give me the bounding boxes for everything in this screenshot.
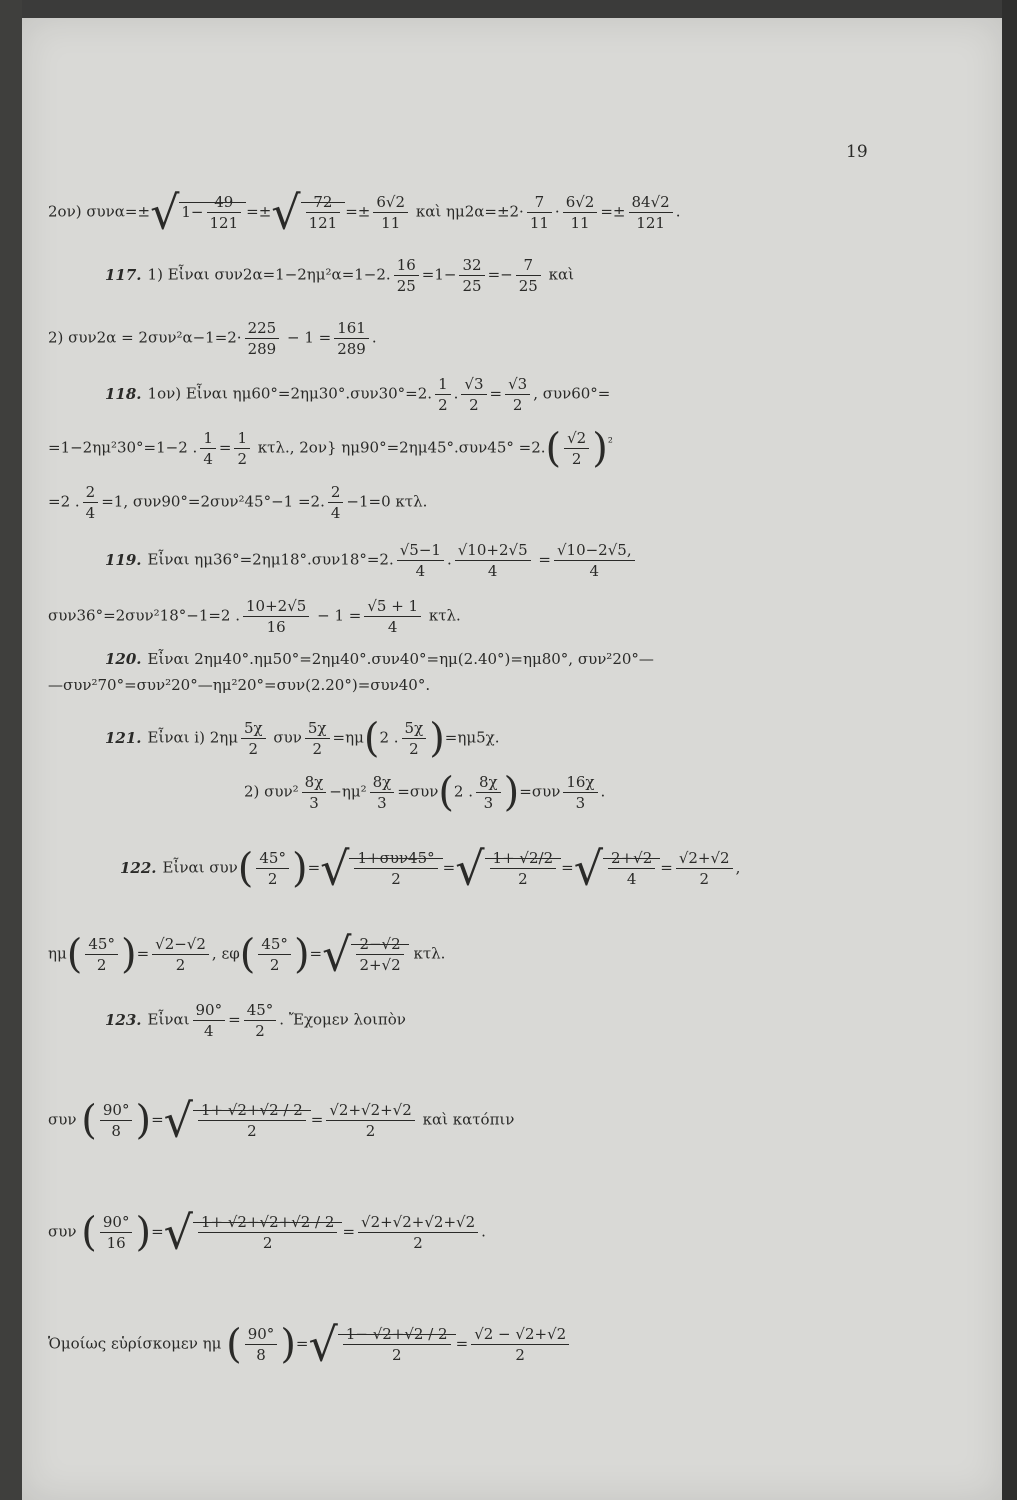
numerator: √2 [564,428,589,449]
text-segment: 1) Εἶναι συν2α=1−2ημ²α=1−2. [147,265,391,284]
text-segment: = [307,858,321,877]
radicand [603,849,660,888]
text-segment: =± [600,202,626,221]
denominator: 121 [308,214,338,232]
numerator: 90° [100,1212,133,1233]
numerator: 16 [394,255,419,276]
fraction [152,934,209,975]
fraction [629,192,673,233]
fraction [563,192,598,233]
text-segment: =± [345,202,371,221]
text-segment: Εἶναι ημ36°=2ημ18°.συν18°=2. [147,550,394,569]
page-number: 19 [846,142,868,162]
fraction [397,540,444,581]
numerator: 1+ √2/2 [490,848,557,869]
fraction [245,1324,278,1365]
text-segment: − 1 = [317,606,362,625]
fraction [234,428,250,469]
exercise-123-cos-90-8 [48,1093,515,1148]
fraction [256,848,289,889]
text-segment: καὶ ημ2α=±2· [415,202,524,221]
text-segment: = [228,1010,241,1029]
text-segment: · [554,202,560,221]
fraction [245,318,280,359]
fraction [516,255,541,296]
text-segment: =συν [519,782,561,801]
numerator: √2+√2+√2 [326,1100,414,1121]
radical-sign: √ [271,185,301,240]
denominator: 25 [518,277,538,295]
left-paren: ( [239,931,256,978]
numerator: 6√2 [563,192,598,213]
numerator: 49 [207,192,242,213]
left-paren: ( [545,425,562,472]
denominator: 8 [111,1122,121,1140]
right-paren: ) [293,931,310,978]
numerator: 1 [200,428,216,449]
text-segment: κτλ., 2ον} ημ90°=2ημ45°.συν45° =2. [257,438,546,457]
text-segment: =− [487,265,513,284]
right-paren: ) [291,845,308,892]
numerator: 2+√2 [608,848,655,869]
denominator: 2 [515,1346,525,1364]
fraction [564,428,589,469]
numerator: √2+√2 [676,848,733,869]
text-segment: . Ἔχομεν λοιπὸν [279,1010,406,1029]
numerator: √2+√2+√2+√2 [358,1212,478,1233]
left-paren: ( [237,845,254,892]
numerator: 32 [459,255,484,276]
denominator: 4 [487,562,498,580]
fraction [364,596,421,637]
denominator: 2 [409,740,419,758]
numerator: 84√2 [629,192,673,213]
fraction [83,482,99,523]
radical-sign: √ [573,841,604,896]
text-segment: =2 . [48,492,80,511]
text-segment: = [309,944,323,963]
exercise-118-line2 [48,425,613,472]
text-segment: Εἶναι συν [162,858,238,877]
denominator: 2 [571,450,582,468]
text-segment: , [735,858,741,877]
exercise-117 [105,255,574,296]
text-segment: κτλ. [428,606,461,625]
text-segment: = [310,1110,324,1129]
right-paren: ) [135,1209,152,1256]
left-paren: ( [66,931,83,978]
text-segment: = [136,944,150,963]
text-segment: κτλ. [413,944,446,963]
exercise-122 [120,841,741,896]
text-segment: − 1 = [287,328,332,347]
radical-sign: √ [163,1093,193,1148]
right-paren: ) [120,931,137,978]
denominator: 3 [377,794,387,812]
radicand [179,193,246,232]
denominator: 4 [85,504,96,522]
text-segment: 2ον) συνα=± [48,202,151,221]
numerator: √3 [461,374,486,395]
fraction [471,1324,569,1365]
text-segment: συν [48,1110,77,1129]
fraction [326,1100,414,1141]
left-paren: ( [438,769,454,816]
numerator: 1 [435,374,451,395]
exercise-119-line2 [48,596,461,637]
denominator: 2 [365,1122,376,1140]
fraction [198,1100,306,1141]
numerator: 1+ √2+√2 / 2 [198,1100,306,1121]
text-segment: 2) συν2α = 2συν²α−1=2· [48,328,242,347]
text-segment: = [442,858,456,877]
denominator: 2 [518,870,528,888]
left-paren: ( [81,1209,97,1256]
denominator: 289 [247,340,277,358]
denominator: 2 [96,956,107,974]
text-segment: ημ [48,944,67,963]
fraction [435,374,451,415]
radical-sign: √ [163,1205,193,1260]
exercise-number: 123. [105,1010,142,1029]
text-segment: −1=0 κτλ. [346,492,428,511]
exercise-122-line2 [48,927,446,982]
text-segment: Εἶναι 2ημ40°.ημ50°=2ημ40°.συν40°=ημ(2.40°)=ημ80°, συν²20°— [147,650,654,668]
text-segment: −ημ² [329,782,367,801]
denominator: 2 [247,1122,257,1140]
text-segment: . [446,550,452,569]
radicand [349,849,442,888]
exercise-number: 119. [105,550,142,569]
numerator: 90° [245,1324,278,1345]
numerator: 72 [306,192,341,213]
numerator: 8χ [302,772,327,793]
fraction [370,772,395,813]
right-paren: ) [592,425,608,472]
exercise-number: 117. [105,265,142,284]
text-segment: Εἶναι i) 2ημ [147,728,238,747]
denominator: 16 [106,1234,126,1252]
text-segment: καὶ [548,265,574,284]
text-segment: 2 . [379,728,399,747]
numerator: √2 − √2+√2 [471,1324,569,1345]
denominator: 4 [204,1022,214,1040]
fraction [328,482,344,523]
numerator: 1+ √2+√2+√2 / 2 [198,1212,337,1233]
scan-border-right [1002,0,1017,1500]
exercise-119 [105,540,638,581]
numerator: √5−1 [397,540,444,561]
text-segment: , συν60°= [533,384,611,403]
fraction [608,848,655,889]
fraction [356,934,403,975]
numerator: 5χ [241,718,266,739]
fraction [354,848,437,889]
fraction [302,772,327,813]
text-segment: = [660,858,673,877]
left-paren: ( [226,1321,242,1368]
denominator: 2 [267,870,278,888]
denominator: 2 [512,396,523,414]
line-2ov-synalpha [48,185,681,240]
numerator: 6√2 [373,192,408,213]
numerator: √5 + 1 [364,596,421,617]
text-segment: . [371,328,377,347]
exercise-120 [105,648,654,670]
numerator: 45° [85,934,118,955]
radical-sign: √ [320,841,350,896]
text-segment: =1−2ημ²30°=1−2 . [48,438,198,457]
text-segment: = [218,438,232,457]
denominator: 3 [309,794,319,812]
numerator: 2 [83,482,99,503]
exercise-118 [105,374,610,415]
left-paren: ( [363,715,380,762]
denominator: 121 [209,214,239,232]
numerator: 1 [234,428,250,449]
text-segment: = [538,550,551,569]
radical-sign: √ [455,841,485,896]
fraction [563,772,597,813]
text-segment: —συν²70°=συν²20°—ημ²20°=συν(2.20°)=συν40°. [48,676,431,694]
exercise-123 [105,1000,406,1041]
radical-sign: √ [308,1317,338,1372]
fraction [100,1100,133,1141]
fraction [207,192,242,233]
denominator: 25 [396,277,416,295]
fraction [358,1212,478,1253]
denominator: 4 [589,562,600,580]
numerator: 225 [245,318,280,339]
denominator: 289 [337,340,366,358]
denominator: 2 [175,956,186,974]
fraction [394,255,419,296]
denominator: 11 [529,214,549,232]
numerator: 7 [516,255,541,276]
denominator: 2 [255,1022,265,1040]
numerator: 161 [334,318,369,339]
exponent: ² [607,434,613,450]
text-segment: συν [48,1222,77,1241]
fraction [343,1324,451,1365]
text-segment: . [675,202,681,221]
numerator: 90° [100,1100,133,1121]
numerator: √2−√2 [152,934,209,955]
denominator: 25 [462,277,482,295]
denominator: 2 [248,740,259,758]
text-segment: Ὁμοίως εὑρίσκομεν ημ [48,1334,222,1353]
numerator: 10+2√5 [243,596,309,617]
denominator: 11 [381,214,401,232]
exercise-121 [105,715,500,762]
exercise-123-cos-90-16 [48,1205,486,1260]
right-paren: ) [280,1321,296,1368]
radicand [301,193,346,232]
denominator: 16 [266,618,286,636]
denominator: 2 [438,396,448,414]
text-segment: =συν [397,782,439,801]
right-paren: ) [503,769,520,816]
left-paren: ( [81,1097,97,1144]
fraction [459,255,484,296]
numerator: 5χ [402,718,427,739]
denominator: 2 [413,1234,423,1252]
fraction [373,192,408,233]
exercise-117-part2 [48,318,377,359]
radicand [193,1213,342,1252]
radical-sign: √ [322,927,352,982]
denominator: 2 [391,870,401,888]
numerator: √3 [505,374,530,395]
denominator: 121 [636,214,665,232]
denominator: 2 [391,1346,402,1364]
text-segment: 2) συν² [244,782,299,801]
scan-border-top [0,0,1017,18]
numerator: √10+2√5 [455,540,531,561]
numerator: 45° [244,1000,277,1021]
numerator: 90° [193,1000,226,1021]
denominator: 4 [387,618,398,636]
denominator: 11 [570,214,590,232]
text-segment: = [489,384,503,403]
fraction [244,1000,277,1041]
fraction [402,718,427,759]
denominator: 8 [256,1346,266,1364]
fraction [461,374,486,415]
numerator: 45° [258,934,291,955]
numerator: 1+συν45° [354,848,437,869]
fraction [476,772,501,813]
text-segment: συν36°=2συν²18°−1=2 . [48,606,241,625]
text-segment: = [455,1334,469,1353]
radicand [485,849,562,888]
fraction [241,718,266,759]
radicand [193,1101,311,1140]
text-segment: =1, συν90°=2συν²45°−1 =2. [101,492,325,511]
fraction [200,428,216,469]
radicand [351,935,408,974]
fraction [243,596,309,637]
exercise-number: 122. [120,858,157,877]
denominator: 2 [262,1234,273,1252]
fraction [490,848,557,889]
right-paren: ) [429,715,445,762]
fraction [505,374,530,415]
text-segment: = [295,1334,309,1353]
numerator: 2−√2 [356,934,403,955]
numerator: 45° [256,848,289,869]
text-segment: =ημ [332,728,364,747]
text-segment: =ημ5χ. [444,728,500,747]
denominator: 4 [415,562,426,580]
fraction [527,192,552,233]
denominator: 3 [483,794,494,812]
fraction [554,540,635,581]
denominator: 4 [203,450,213,468]
text-segment: 2 . [453,782,474,801]
numerator: 2 [328,482,344,503]
text-segment: =± [246,202,272,221]
text-segment: Εἶναι [147,1010,190,1029]
fraction [676,848,733,889]
denominator: 2 [237,450,247,468]
exercise-120-line2 [48,674,430,696]
exercise-number: 120. [105,650,142,668]
right-paren: ) [135,1097,152,1144]
text-segment: = [151,1110,164,1129]
text-segment: 1− [181,202,204,221]
fraction [455,540,531,581]
exercise-number: 121. [105,728,142,747]
denominator: 2 [469,396,479,414]
denominator: 2 [312,740,322,758]
denominator: 2+√2 [359,956,401,974]
numerator: 5χ [305,718,330,739]
fraction [334,318,369,359]
text-segment: . [481,1222,486,1241]
numerator: 7 [527,192,552,213]
fraction [198,1212,337,1253]
numerator: 16χ [563,772,597,793]
denominator: 2 [699,870,709,888]
denominator: 4 [330,504,341,522]
text-segment: = [342,1222,356,1241]
text-segment: καὶ κατόπιν [422,1110,515,1129]
numerator: 1− √2+√2 / 2 [343,1324,451,1345]
numerator: 8χ [476,772,501,793]
radical-sign: √ [150,185,180,240]
fraction [258,934,291,975]
text-segment: , εφ [211,944,240,963]
text-segment: . [453,384,459,403]
fraction [85,934,118,975]
radicand [338,1325,456,1364]
page-sheet [22,18,1002,1500]
numerator: √10−2√5, [554,540,635,561]
scan-border-left [0,0,22,1500]
similarly-line [48,1317,572,1372]
exercise-121-part2 [244,769,606,816]
text-segment: = [151,1222,164,1241]
fraction [100,1212,133,1253]
denominator: 4 [626,870,637,888]
fraction [306,192,341,233]
text-segment: . [600,782,606,801]
denominator: 3 [575,794,586,812]
exercise-118-line3 [48,482,427,523]
text-segment: 1ον) Εἶναι ημ60°=2ημ30°.συν30°=2. [147,384,433,403]
text-segment: = [561,858,574,877]
exercise-number: 118. [105,384,142,403]
fraction [193,1000,226,1041]
fraction [305,718,330,759]
numerator: 8χ [370,772,395,793]
text-segment: =1− [421,265,457,284]
denominator: 2 [269,956,280,974]
text-segment: συν [273,728,302,747]
